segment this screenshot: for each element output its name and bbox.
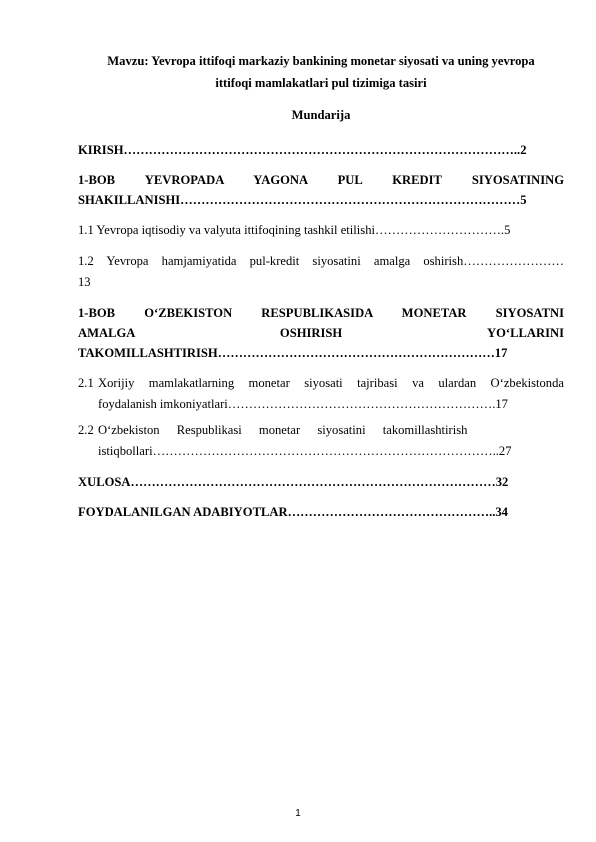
section-2-1-line-1: Xorijiy mamlakatlarning monetar siyosati tajribasi va ulardan O‘zbekistonda xyxy=(98,376,564,390)
title-line-1: Mavzu: Yevropa ittifoqi markaziy bankining monetar siyosati va uning yevropa xyxy=(107,54,535,68)
chapter-2-line-2: AMALGA OSHIRISH YO‘LLARINI xyxy=(78,326,564,340)
section-2-2-line-2: istiqbollari………………………………………………………………………..27 xyxy=(98,444,512,458)
section-2-2-line-1: O‘zbekiston Respublikasi monetar siyosatini takomillashtirish xyxy=(98,423,468,437)
toc-entry-1-1: 1.1 Yevropa iqtisodiy va valyuta ittifoqining tashkil etilishi………………………….5 xyxy=(78,223,511,237)
toc-entry-chapter-1 xyxy=(78,170,564,210)
document-title xyxy=(78,50,564,94)
section-1-2-line-1: 1.2 Yevropa hamjamiyatida pul-kredit siyosatini amalga oshirish…………………… xyxy=(78,254,564,268)
toc-entry-chapter-2 xyxy=(78,303,564,363)
toc-entry-adabiyotlar: FOYDALANILGAN ADABIYOTLAR…………………………………………..34 xyxy=(78,505,508,519)
chapter-1-line-2: SHAKILLANISHI………………………………………………………………………5 xyxy=(78,193,527,207)
toc-entry-xulosa: XULOSA……………………………………………………………………………32 xyxy=(78,475,509,489)
table-of-contents xyxy=(78,140,564,532)
toc-entry-kirish: KIRISH…………………………………………………………………………………..2 xyxy=(78,143,527,157)
toc-heading: Mundarija xyxy=(291,108,351,122)
section-1-2-line-2: 13 xyxy=(78,275,91,289)
chapter-2-line-3: TAKOMILLASHTIRISH…………………………………………………………17 xyxy=(78,346,508,360)
section-2-1-line-2: foydalanish imkoniyatlari……………………………………………………….17 xyxy=(98,397,508,411)
section-2-1-number: 2.1 xyxy=(78,376,94,390)
chapter-2-line-1: 1-BOB O‘ZBEKISTON RESPUBLIKASIDA MONETAR SIYOSATNI xyxy=(78,306,564,320)
toc-entry-1-2 xyxy=(78,251,564,293)
toc-entry-2-2 xyxy=(78,420,564,462)
page-number: 1 xyxy=(295,808,301,819)
title-line-2: ittifoqi mamlakatlari pul tizimiga tasiri xyxy=(215,76,427,90)
toc-entry-2-1 xyxy=(78,373,564,415)
chapter-1-line-1: 1-BOB YEVROPADA YAGONA PUL KREDIT SIYOSATINING xyxy=(78,173,564,187)
section-2-2-number: 2.2 xyxy=(78,423,94,437)
